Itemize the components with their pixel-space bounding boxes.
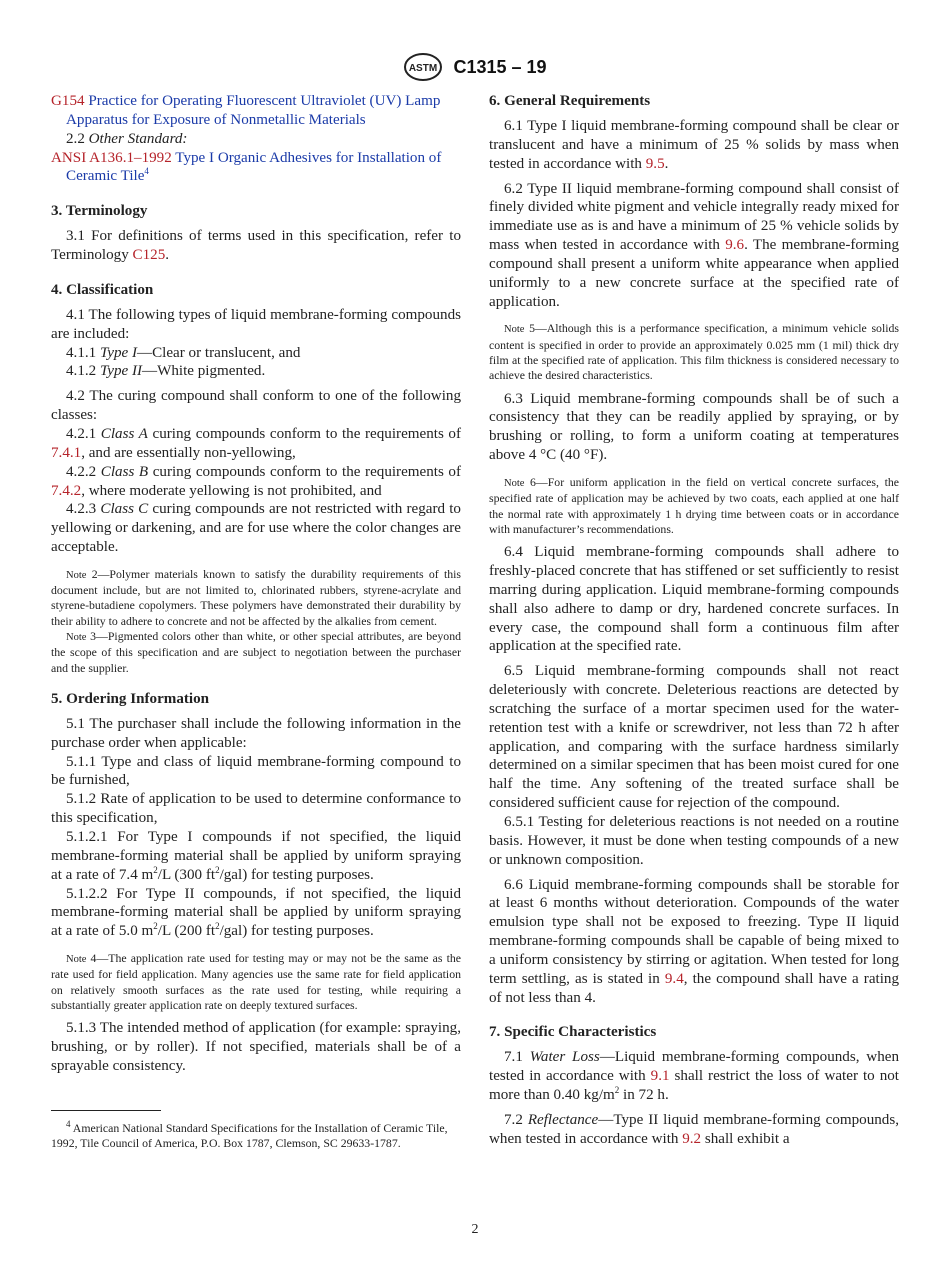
inline-link[interactable]: 9.4 [664,970,684,987]
ref-code-link[interactable]: ANSI A136.1–1992 [51,149,172,166]
left-column [51,92,461,1151]
ref-title-link[interactable]: Type I Organic Adhesives for Installation of Ceramic Tile [66,149,442,185]
paragraph: 6.4 Liquid membrane-forming compounds shall adhere to freshly-placed concrete that has stiffened or set sufficiently to resist marring during application. Liquid membrane-forming compounds shall also adhere to damp or dry, hardened concrete surfaces. In every case, the compound shall form a continuous film after application at the specified rate. [489,544,899,655]
paragraph: 5.1.3 The intended method of application (for example: spraying, brushing, or by roller). If not specified, materials shall be of a sprayable consistency. [51,1020,461,1074]
paragraph: 4.1.1 Type I—Clear or translucent, and [66,344,301,361]
reference-g154 [51,92,461,130]
note: Note 3—Pigmented colors other than white, or other special attributes, are beyond the scope of this specification and are subject to negotiation between the purchaser and the supplier. [51,629,461,675]
paragraph: 7.1 Water Loss—Liquid membrane-forming compounds, when tested in accordance with 9.1 shall restrict the loss of water to not more than 0.40 $kg/m^2$ in 72 h. [489,1049,900,1104]
ref-code-link[interactable]: G154 [51,93,85,109]
paragraph: 5.1 The purchaser shall include the following information in the purchase order when applicable: [51,715,461,751]
inline-link[interactable]: 9.5 [645,155,665,172]
paragraph: 5.1.1 Type and class of liquid membrane-forming compound to be furnished, [51,753,461,789]
section-heading: 5. Ordering Information [51,690,210,707]
paragraph: 5.1.2.2 For Type II compounds, if not specified, the liquid membrane-forming material shall be applied by uniform spraying at a rate of 5.0 $m^2/L$ (200 $ft^2/gal$) for testing purposes. [51,885,461,940]
paragraph: 3.1 For definitions of terms used in this specification, refer to Terminology C125. [51,228,461,264]
svg-text:ASTM: ASTM [409,63,438,74]
paragraph: 6.2 Type II liquid membrane-forming compound shall consist of finely divided white pigment and vehicle integrally ready mixed for immediate use as is and have a minimum of 25 % vehicle solids by mass when tested in accordance with 9.6. The membrane-forming compound shall present a uniform white appearance when applied uniformly to a new concrete surface at the specified rate of application. [489,180,899,310]
paragraph: 5.1.2.1 For Type I compounds if not specified, the liquid membrane-forming material shall be applied by uniform spraying at a rate of 7.4 $m^2/L$ (300 $ft^2/gal$) for testing purposes. [51,829,461,883]
paragraph: 6.5 Liquid membrane-forming compounds shall not react deleteriously with concrete. Deleterious reactions are detected by scratching the surface of a mortar specimen used for the water-retention test with a knife or screwdriver, not less than 72 h after application, and comparing with the surface hardness similarly determined on a similar specimen that has been moist cured for one half the time. Any softening of the treated surface shall be considered sufficient cause for rejection of the compound. [489,663,899,812]
note: Note 2—Polymer materials known to satisfy the durability requirements of this document include, but are not limited to, chlorinated rubbers, styrene-acrylate and styrene-butadiene copolymers. These polymers have demonstrated their durability by their ability to adhere to concrete and not be affected by the alkalies from cement. [51,566,461,628]
inline-link[interactable]: 7.4.1 [51,444,82,461]
footnote-divider [51,1110,161,1111]
right-column [489,92,899,1149]
paragraph: 4.2.3 Class C curing compounds are not restricted with regard to yellowing or darkening, and are for use where the color changes are acceptable. [51,501,461,556]
document-code: C1315 – 19 [453,56,547,77]
section-heading: 4. Classification [51,281,154,298]
other-standard-label: 2.2 Other Standard: [66,130,188,147]
footnote: $^4$ American National Standard Specifications for the Installation of Ceramic Tile, 1992, Tile Council of America, P.O. Box 1787, Clemson, SC 29633-1787. [51,1118,448,1151]
paragraph: 6.3 Liquid membrane-forming compounds shall be of such a consistency that they can be readily applied by spraying, or by brushing or rolling, to form a uniform coating at temperatures above 4 °C (40 °F). [489,390,899,464]
reference-ansi [51,149,461,187]
inline-link[interactable]: C125 [132,247,166,264]
paragraph: 6.5.1 Testing for deleterious reactions is not needed on a routine basis. However, it must be done when testing compounds of a new or unknown composition. [489,814,899,868]
note: Note 6—For uniform application in the field on vertical concrete surfaces, the specified rate of application may be achieved by two coats, each applied at one half the normal rate with approximately 1 h drying time between coats or in accordance with manufacturer’s recommendations. [489,475,899,536]
ref-title-link[interactable]: Practice for Operating Fluorescent Ultraviolet (UV) Lamp Apparatus for Exposure of Nonmetallic Materials [66,93,441,128]
paragraph: 4.2 The curing compound shall conform to one of the following classes: [51,388,461,424]
paragraph: 6.1 Type I liquid membrane-forming compound shall be clear or translucent and have a minimum of 25 % solids by mass when tested in accordance with 9.5. [489,118,899,172]
page-number: 2 [471,1222,479,1237]
paragraph: 4.2.2 Class B curing compounds conform to the requirements of 7.4.2, where moderate yellowing is not prohibited, and [51,463,461,499]
inline-link[interactable]: 9.1 [650,1068,670,1085]
note: Note 4—The application rate used for testing may or may not be the same as the rate used for field application. Many agencies use the same rate for field application on relatively smooth surfaces as the rate used for testing, while requiring a substantially greater application rate on deeply textured surfaces. [51,951,461,1012]
note: Note 5—Although this is a performance specification, a minimum vehicle solids content is specified in order to provide an approximately 0.025 mm (1 mil) thick dry film at the specified rate of application. This film thickness is considered necessary to achieve the desired characteristics. [489,321,899,383]
paragraph: 6.6 Liquid membrane-forming compounds shall be storable for at least 6 months without deterioration. Compounds of the water emulsion type shall not be exposed to freezing. Type II liquid membrane-forming compounds shall be capable of being mixed to a uniform consistency by stirring or agitation. When tested for long term settling, as is stated in 9.4, the compound shall have a rating of not less than 4. [489,876,899,1006]
inline-link[interactable]: 9.6 [725,237,745,254]
astm-logo-icon [403,52,443,82]
footnote-ref[interactable]: 4 [144,166,149,177]
section-heading: 6. General Requirements [489,93,651,109]
paragraph: 5.1.2 Rate of application to be used to determine conformance to this specification, [51,791,461,827]
paragraph: 7.2 Reflectance—Type II liquid membrane-forming compounds, when tested in accordance with 9.2 shall exhibit a [489,1111,899,1147]
page-header [0,52,950,82]
section-heading: 7. Specific Characteristics [489,1024,657,1041]
paragraph: 4.1 The following types of liquid membrane-forming compounds are included: [51,306,461,342]
inline-link[interactable]: 7.4.2 [51,482,82,499]
inline-link[interactable]: 9.2 [682,1130,702,1147]
section-heading: 3. Terminology [51,203,148,220]
paragraph: 4.1.2 Type II—White pigmented. [66,363,266,380]
paragraph: 4.2.1 Class A curing compounds conform to the requirements of 7.4.1, and are essentially non-yellowing, [51,425,462,461]
